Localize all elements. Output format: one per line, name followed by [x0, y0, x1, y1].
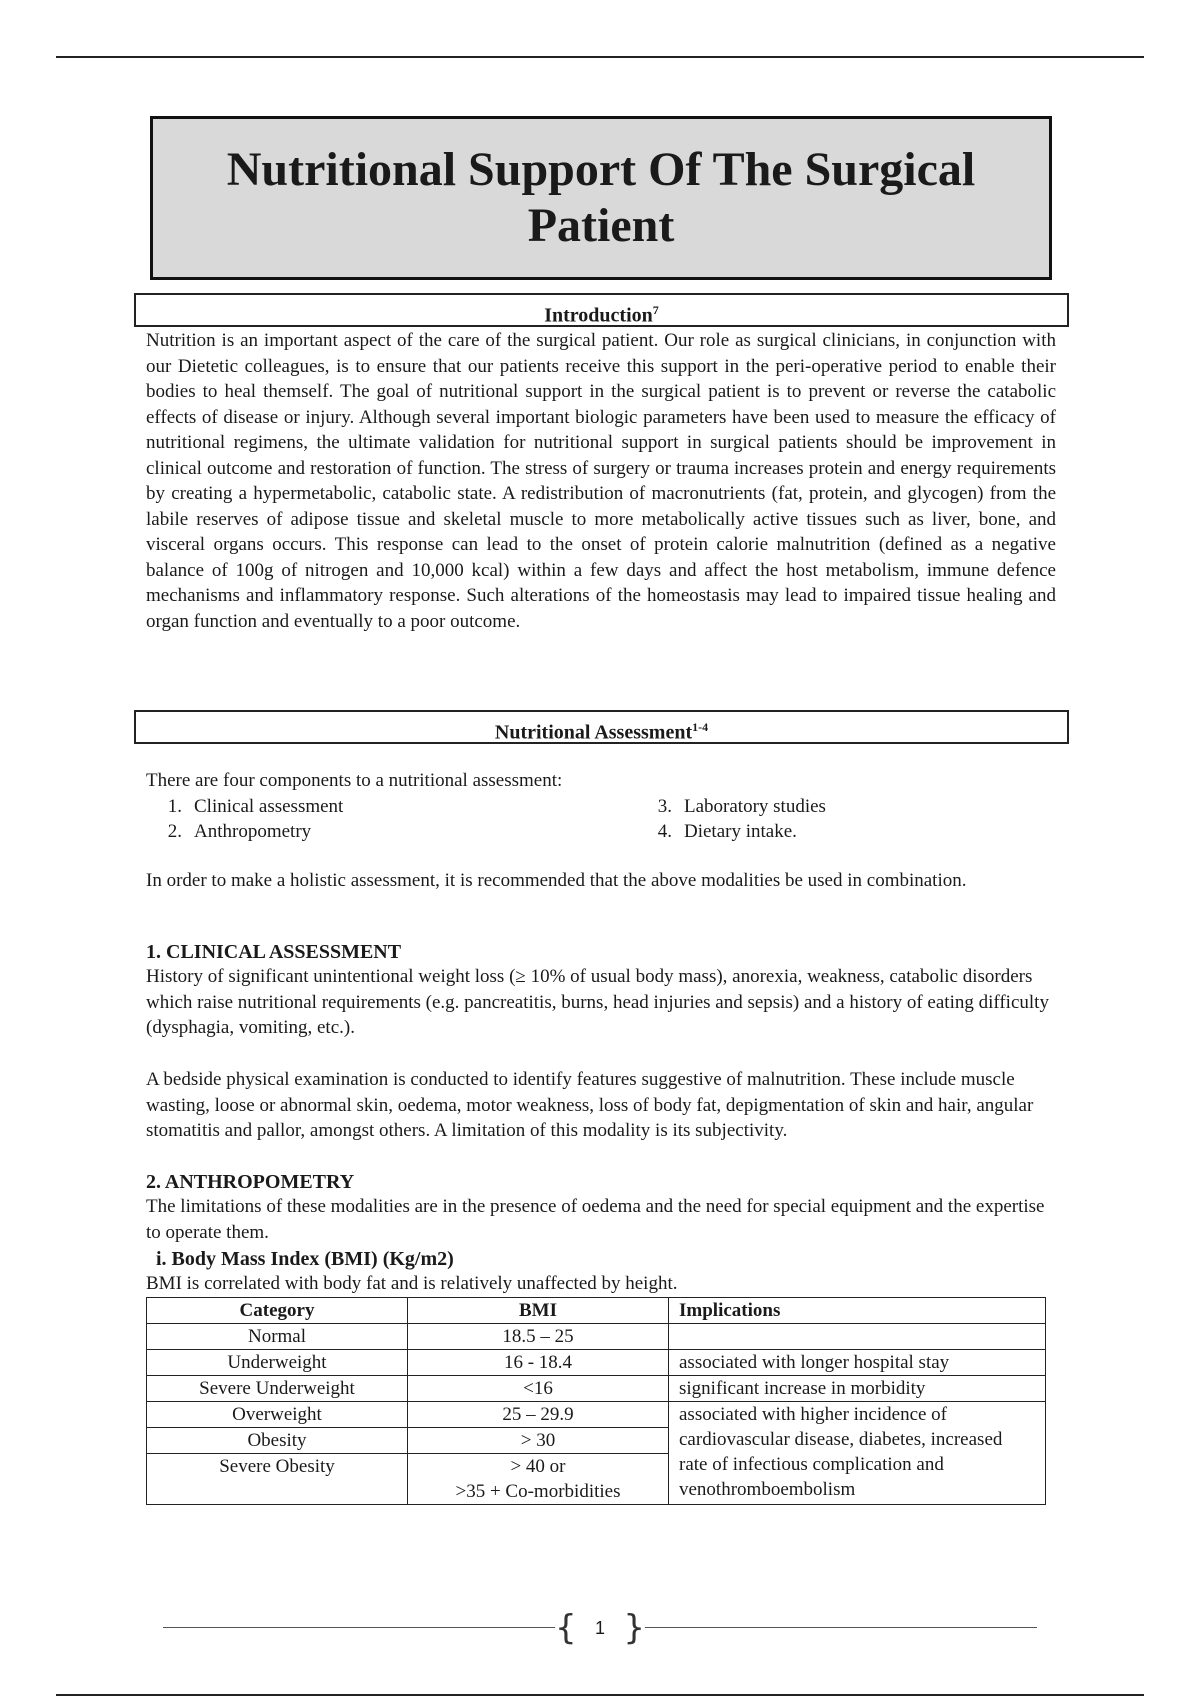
- table-row: [147, 1402, 1046, 1428]
- footer-line-left: [163, 1627, 555, 1628]
- clinical-paragraph-1: History of significant unintentional weight loss (≥ 10% of usual body mass), anorexia, weakness, catabolic disorders which raise nutritional requirements (e.g. pancreatitis, burns, head injuries and sepsis) and a history of eating difficulty (dysphagia, vomiting, etc.).: [146, 966, 1049, 1038]
- assessment-heading: [134, 710, 1069, 744]
- bmi-cell-line: > 40 or: [510, 1456, 566, 1477]
- category-cell: Normal: [147, 1324, 408, 1350]
- top-rule: [56, 56, 1144, 58]
- bmi-note: BMI is correlated with body fat and is relatively unaffected by height.: [146, 1273, 678, 1294]
- introduction-heading: [134, 293, 1069, 327]
- introduction-heading-text: Introduction: [544, 304, 653, 327]
- column-header: BMI: [408, 1298, 669, 1324]
- list-item: 1. Clinical assessment: [167, 796, 344, 817]
- assessment-list-right: [636, 794, 826, 844]
- bmi-cell: <16: [408, 1376, 669, 1402]
- footer-line-right: [645, 1627, 1037, 1628]
- column-header: Implications: [669, 1298, 1046, 1324]
- introduction-heading-ref: 7: [652, 303, 659, 317]
- clinical-heading: 1. CLINICAL ASSESSMENT: [146, 941, 402, 963]
- bmi-cell: > 30: [408, 1428, 669, 1454]
- right-brace-icon: }: [623, 1608, 645, 1648]
- anthropometry-heading: 2. ANTHROPOMETRY: [146, 1171, 355, 1193]
- bmi-cell: 18.5 – 25: [408, 1324, 669, 1350]
- title-box: [150, 116, 1052, 280]
- assessment-list-left: [146, 794, 343, 844]
- bmi-heading: i. Body Mass Index (BMI) (Kg/m2): [156, 1248, 454, 1270]
- page-title: Nutritional Support Of The Surgical Patient: [226, 143, 976, 252]
- category-cell: Underweight: [147, 1350, 408, 1376]
- assessment-holistic: In order to make a holistic assessment, it is recommended that the above modalities be used in combination.: [146, 870, 967, 891]
- table-row: [147, 1324, 1046, 1350]
- bottom-rule: [56, 1694, 1144, 1696]
- table-row: [147, 1350, 1046, 1376]
- implication-cell: [669, 1324, 1046, 1350]
- list-item: 4. Dietary intake.: [657, 821, 797, 842]
- implication-cell-merged: associated with higher incidence of cardiovascular disease, diabetes, increased rate of infectious complication and venothromboembolism: [669, 1402, 1046, 1505]
- bmi-cell: [408, 1454, 669, 1505]
- page-number-text: 1: [594, 1618, 605, 1638]
- implication-cell: associated with longer hospital stay: [669, 1350, 1046, 1376]
- category-cell: Severe Obesity: [147, 1454, 408, 1505]
- list-item: 2. Anthropometry: [167, 821, 312, 842]
- anthropometry-paragraph: The limitations of these modalities are in the presence of oedema and the need for special equipment and the expertise to operate them.: [146, 1196, 1045, 1243]
- bmi-cell: 16 - 18.4: [408, 1350, 669, 1376]
- clinical-paragraph-2: A bedside physical examination is conducted to identify features suggestive of malnutrition. These include muscle wasting, loose or abnormal skin, oedema, motor weakness, loss of body fat, depigmentation of skin and hair, angular stomatitis and pallor, amongst others. A limitation of this modality is its subjectivity.: [146, 1069, 1034, 1141]
- list-item: 3. Laboratory studies: [657, 796, 826, 817]
- page-number: [555, 1610, 645, 1646]
- category-cell: Severe Underweight: [147, 1376, 408, 1402]
- left-brace-icon: {: [555, 1608, 577, 1648]
- assessment-heading-ref: 1-4: [692, 720, 709, 734]
- assessment-intro: There are four components to a nutritional assessment:: [146, 770, 563, 791]
- column-header: Category: [147, 1298, 408, 1324]
- introduction-body: Nutrition is an important aspect of the care of the surgical patient. Our role as surgical clinicians, in conjunction with our Dietetic colleagues, is to ensure that our patients receive this support in the peri-operative period to enable their bodies to heal themself. The goal of nutritional support in the surgical patient is to prevent or reverse the catabolic effects of disease or injury. Although several important biologic parameters have been used to measure the efficacy of nutritional regimens, the ultimate validation for nutritional support in surgical patients should be improvement in clinical outcome and restoration of function. The stress of surgery or trauma increases protein and energy requirements by creating a hypermetabolic, catabolic state. A redistribution of macronutrients (fat, protein, and glycogen) from the labile reserves of adipose tissue and skeletal muscle to more metabolically active tissues such as liver, bone, and visceral organs occurs. This response can lead to the onset of protein calorie malnutrition (defined as a negative balance of 100g of nitrogen and 10,000 kcal) within a few days and affect the host metabolism, immune defence mechanisms and inflammatory response. Such alterations of the homeostasis may lead to impaired tissue healing and organ function and eventually to a poor outcome.: [146, 330, 1056, 632]
- category-cell: Overweight: [147, 1402, 408, 1428]
- bmi-cell: 25 – 29.9: [408, 1402, 669, 1428]
- table-row: [147, 1376, 1046, 1402]
- implication-cell: significant increase in morbidity: [669, 1376, 1046, 1402]
- assessment-heading-text: Nutritional Assessment: [494, 721, 693, 744]
- bmi-table: [146, 1297, 1046, 1505]
- bmi-cell-line: >35 + Co-morbidities: [455, 1481, 621, 1502]
- table-header-row: [147, 1298, 1046, 1324]
- category-cell: Obesity: [147, 1428, 408, 1454]
